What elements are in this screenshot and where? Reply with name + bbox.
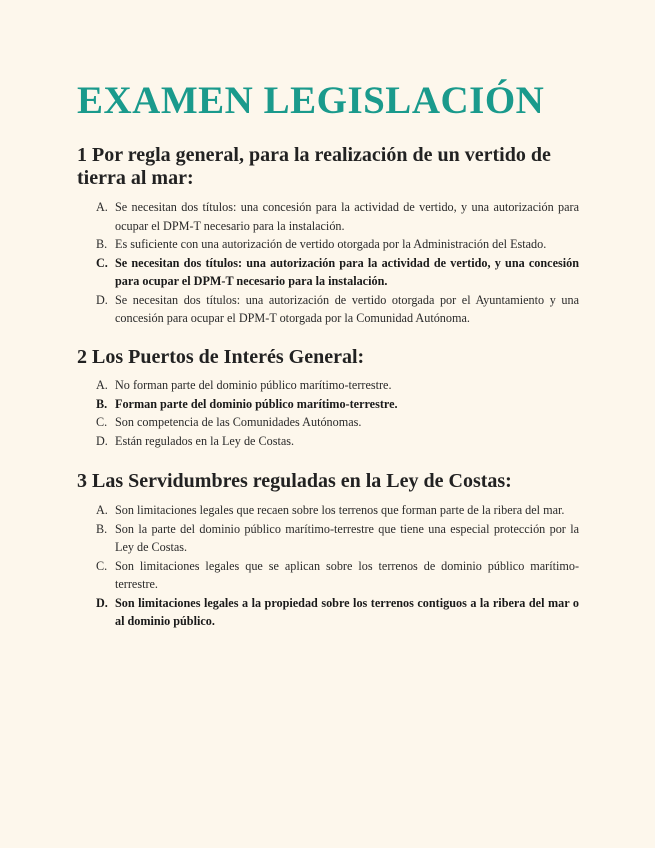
question-heading: 2 Los Puertos de Interés General: [77, 346, 365, 368]
option-letter: D. [96, 595, 108, 610]
option-a [77, 376, 579, 395]
option-text: Son la parte del dominio público marítimo-terrestre que tiene una especial protección por la Ley de Costas. [115, 521, 579, 554]
option-text: Se necesitan dos títulos: una autorización para la actividad de vertido, y una concesión para ocupar el DPM-T necesario para la instalación. [115, 255, 579, 288]
option-d [77, 432, 579, 451]
option-letter: D. [96, 292, 108, 307]
option-c [77, 557, 579, 594]
option-text: Es suficiente con una autorización de vertido otorgada por la Administración del Estado. [115, 237, 547, 251]
option-letter: B. [96, 521, 108, 536]
option-a [77, 501, 579, 520]
option-letter: B. [96, 396, 108, 411]
option-d [77, 291, 579, 328]
option-text: Son limitaciones legales que se aplican sobre los terrenos de dominio público marítimo-terrestre. [115, 558, 579, 591]
option-b [77, 520, 579, 557]
page-title: EXAMEN LEGISLACIÓN [77, 79, 545, 122]
option-text: Forman parte del dominio público marítimo-terrestre. [115, 396, 398, 411]
option-letter: A. [96, 503, 108, 517]
option-letter: B. [96, 237, 108, 251]
option-text: No forman parte del dominio público marítimo-terrestre. [115, 378, 392, 392]
option-text: Son competencia de las Comunidades Autónomas. [115, 415, 362, 429]
option-text: Están regulados en la Ley de Costas. [115, 433, 295, 448]
option-letter: C. [96, 415, 108, 429]
option-c-correct [77, 254, 579, 291]
option-text: Se necesitan dos títulos: una autorización de vertido otorgada por el Ayuntamiento y una concesión para ocupar el DPM-T otorgada por la Comunidad Autónoma. [115, 292, 579, 325]
option-letter: A. [96, 378, 108, 392]
option-b-correct [77, 395, 579, 414]
option-letter: A. [96, 200, 108, 214]
question-1 [77, 144, 579, 328]
option-d-correct [77, 594, 579, 631]
option-text: Son limitaciones legales que recaen sobre los terrenos que forman parte de la ribera del mar. [115, 503, 565, 517]
options-list [77, 501, 579, 631]
option-a [77, 198, 579, 235]
option-letter: C. [96, 255, 108, 270]
options-list [77, 198, 579, 328]
question-heading: 1 Por regla general, para la realización de un vertido de tierra al mar: [77, 144, 551, 189]
options-list [77, 376, 579, 450]
option-letter: D. [96, 433, 108, 448]
option-letter: C. [96, 558, 108, 573]
question-heading: 3 Las Servidumbres reguladas en la Ley de Costas: [77, 470, 512, 492]
option-text: Son limitaciones legales a la propiedad sobre los terrenos contiguos a la ribera del mar o al dominio público. [115, 595, 579, 628]
question-3 [77, 470, 579, 631]
option-text: Se necesitan dos títulos: una concesión para la actividad de vertido, y una autorización para ocupar el DPM-T necesario para la instalación. [115, 200, 579, 233]
option-b [77, 235, 579, 254]
question-2 [77, 346, 579, 450]
option-c [77, 413, 579, 432]
